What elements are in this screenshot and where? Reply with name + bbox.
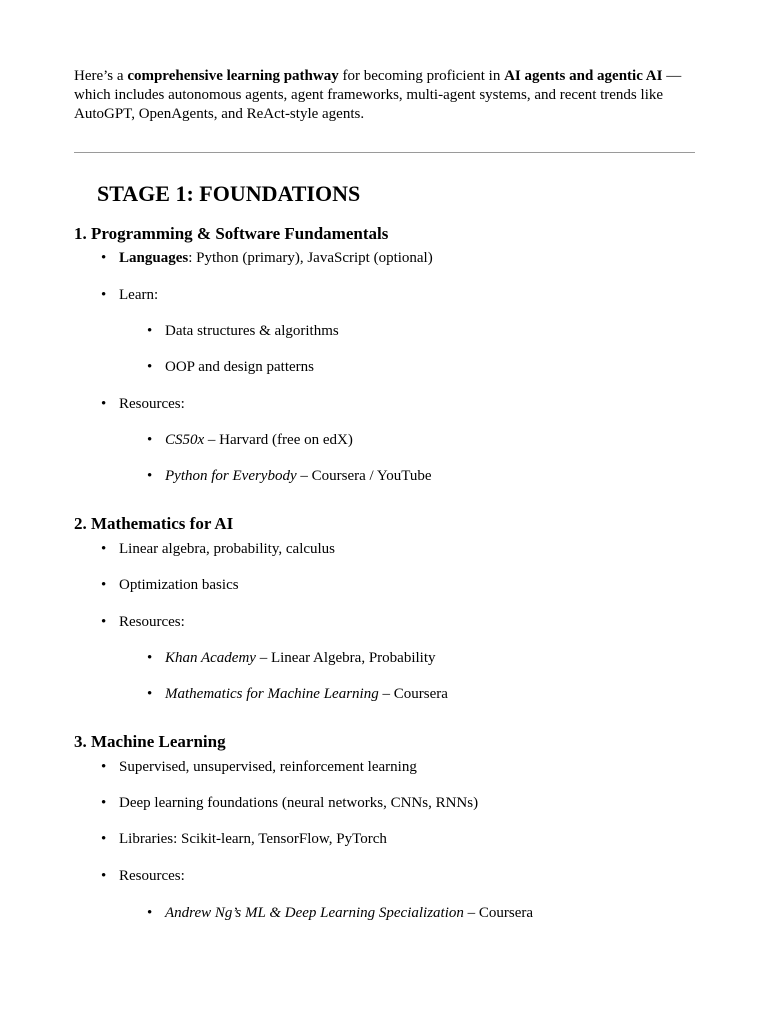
bullet-icon: • (101, 614, 107, 630)
resource-title: CS50x (165, 432, 205, 448)
list-item-text: Data structures & algorithms (165, 323, 339, 339)
list-item-text: Deep learning foundations (neural networks, CNNs, RNNs) (119, 795, 479, 811)
list-item-text: Resources: (119, 614, 185, 630)
intro-text-2: for becoming proficient in (338, 68, 505, 84)
resource-text: – Coursera (378, 686, 448, 702)
resource-text: – Coursera / YouTube (296, 468, 432, 484)
resource-title: Python for Everybody (165, 468, 297, 484)
bullet-icon: • (147, 468, 153, 484)
section-title-programming: 1. Programming & Software Fundamentals (74, 224, 389, 243)
list-item-text: Supervised, unsupervised, reinforcement learning (119, 759, 417, 775)
list-item-text: Linear algebra, probability, calculus (119, 541, 336, 557)
section-title-math: 2. Mathematics for AI (74, 514, 234, 533)
resource-text: – Coursera (463, 905, 534, 921)
list-item-text: : Python (primary), JavaScript (optional) (188, 250, 433, 266)
bullet-icon: • (101, 287, 107, 303)
bullet-icon: • (147, 432, 153, 448)
bullet-icon: • (101, 250, 107, 266)
resource-text: – Harvard (free on edX) (204, 432, 353, 448)
resource-text: – Linear Algebra, Probability (255, 650, 436, 666)
list-item-text: Resources: (119, 396, 185, 412)
bullet-icon: • (101, 831, 107, 847)
section-title-ml: 3. Machine Learning (74, 732, 226, 751)
resource-title: Andrew Ng’s ML & Deep Learning Specialization (165, 905, 464, 921)
intro-bold-2: AI agents and agentic AI (504, 68, 663, 84)
bullet-icon: • (147, 323, 153, 339)
bullet-icon: • (147, 359, 153, 375)
horizontal-divider (74, 152, 695, 153)
intro-text-3: —which includes autonomous agents, agent frameworks, multi-agent systems, and recent trends like AutoGPT, OpenAgents, and ReAct-style agents. (74, 68, 682, 122)
bullet-icon: • (101, 795, 107, 811)
list-item-text: Optimization basics (119, 577, 239, 593)
list-item-text: Resources: (119, 868, 185, 884)
intro-bold-1: comprehensive learning pathway (127, 68, 339, 84)
bullet-icon: • (101, 541, 107, 557)
bullet-icon: • (101, 577, 107, 593)
bullet-icon: • (101, 868, 107, 884)
bullet-icon: • (101, 759, 107, 775)
resource-title: Khan Academy (165, 650, 256, 666)
bullet-icon: • (101, 396, 107, 412)
intro-paragraph (74, 67, 696, 124)
resource-title: Mathematics for Machine Learning (165, 686, 379, 702)
list-item-label: Languages (119, 250, 189, 266)
list-item-text: OOP and design patterns (165, 359, 315, 375)
intro-text-1: Here’s a (74, 68, 128, 84)
bullet-icon: • (147, 686, 153, 702)
bullet-icon: • (147, 905, 153, 921)
list-item-text: Libraries: Scikit-learn, TensorFlow, PyTorch (119, 831, 387, 847)
stage-title: STAGE 1: FOUNDATIONS (97, 181, 361, 206)
bullet-icon: • (147, 650, 153, 666)
list-item-text: Learn: (119, 287, 159, 303)
